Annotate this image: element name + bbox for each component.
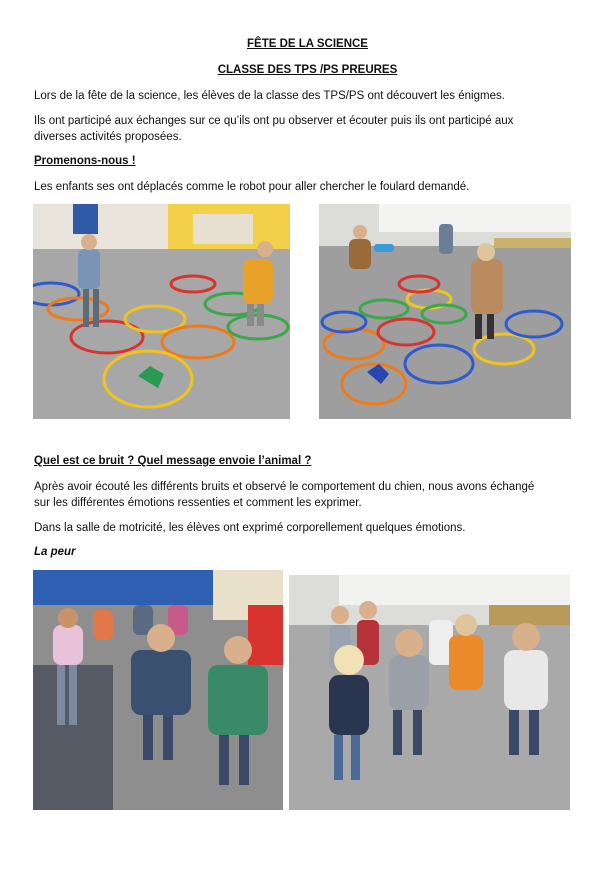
section2-subheading: La peur — [34, 546, 76, 558]
section1-heading: Promenons-nous ! — [34, 155, 136, 167]
page-title: FÊTE DE LA SCIENCE — [247, 38, 368, 50]
intro2-line2: diverses activités proposées. — [34, 131, 182, 143]
section1-text: Les enfants ses ont déplacés comme le robot pour aller chercher le foulard demandé. — [34, 181, 470, 193]
photo-hoops-left — [33, 204, 290, 419]
photo-fear-right-image — [289, 575, 570, 810]
photo-fear-left — [33, 570, 283, 810]
intro2-line1: Ils ont participé aux échanges sur ce qu’ils ont pu observer et écouter puis ils ont participé aux — [34, 115, 514, 127]
section2-heading: Quel est ce bruit ? Quel message envoie l’animal ? — [34, 455, 312, 467]
section2-text2: Dans la salle de motricité, les élèves ont exprimé corporellement quelques émotions. — [34, 522, 466, 534]
photo-hoops-right — [319, 204, 571, 419]
intro-paragraph: Lors de la fête de la science, les élèves de la classe des TPS/PS ont découvert les énigmes. — [34, 90, 505, 102]
section2-text-line1: Après avoir écouté les différents bruits et observé le comportement du chien, nous avons échangé — [34, 481, 535, 493]
photo-hoops-left-image — [33, 204, 290, 419]
photo-fear-right — [289, 575, 570, 810]
section2-text-line2: sur les différentes émotions ressenties et comment les exprimer. — [34, 497, 362, 509]
page-subtitle: CLASSE DES TPS /PS PREURES — [217, 64, 398, 76]
photo-hoops-right-image — [319, 204, 571, 419]
photo-fear-left-image — [33, 570, 283, 810]
